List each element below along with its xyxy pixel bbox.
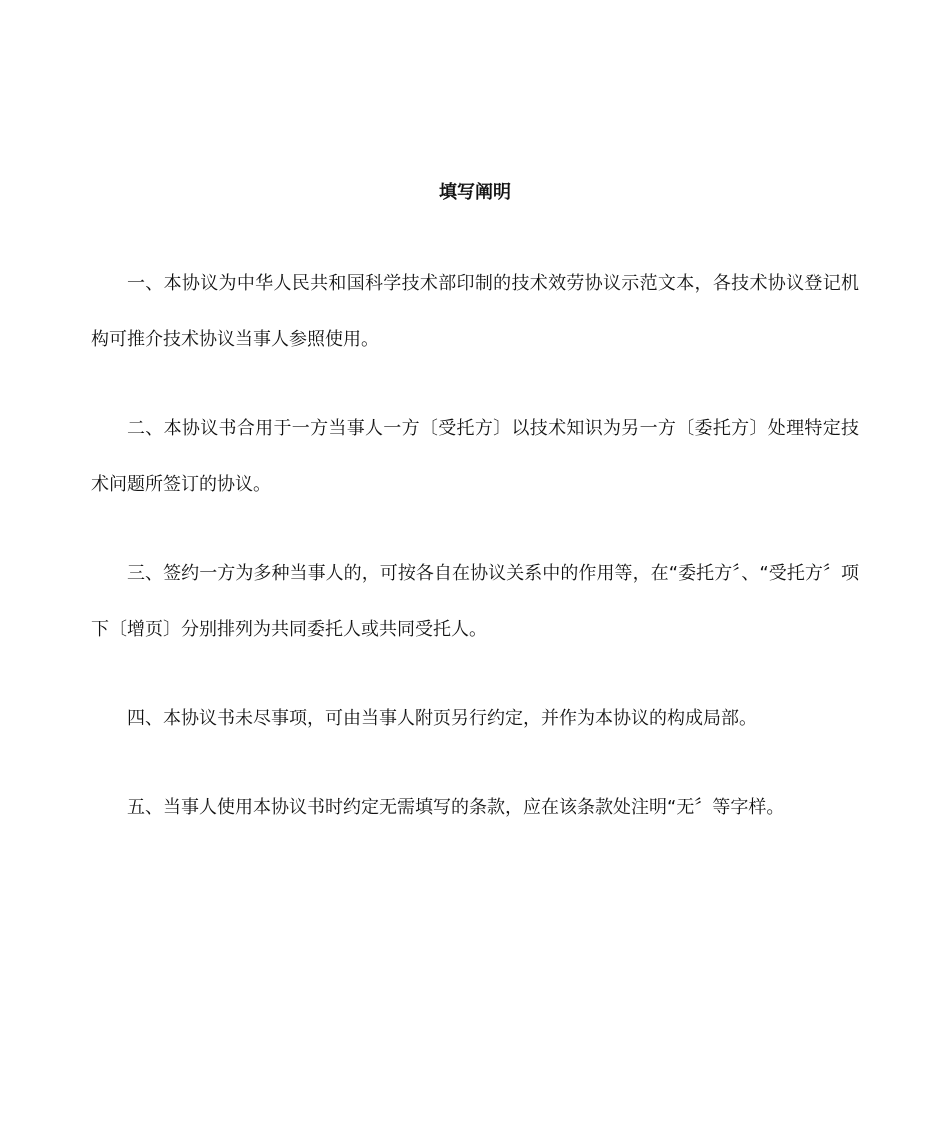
instruction-paragraph-2: 二、本协议书合用于一方当事人一方〔受托方〕以技术知识为另一方〔委托方〕处理特定技术问题所签订的协议。 (91, 418, 859, 495)
instruction-paragraph-3: 三、签约一方为多种当事人的，可按各自在协议关系中的作用等，在“委托方〞、“受托方〞项下〔增页〕分别排列为共同委托人或共同受托人。 (91, 563, 859, 640)
document-title: 填写阐明 (439, 182, 511, 203)
instruction-paragraph-4: 四、本协议书未尽事项，可由当事人附页另行约定，并作为本协议的构成局部。 (127, 708, 757, 729)
instructions-body (91, 266, 859, 869)
instruction-paragraph-1: 一、本协议为中华人民共和国科学技术部印制的技术效劳协议示范文本，各技术协议登记机构可推介技术协议当事人参照使用。 (91, 273, 859, 350)
instruction-paragraph-5: 五、当事人使用本协议书时约定无需填写的条款，应在该条款处注明“无〞等字样。 (127, 797, 785, 818)
